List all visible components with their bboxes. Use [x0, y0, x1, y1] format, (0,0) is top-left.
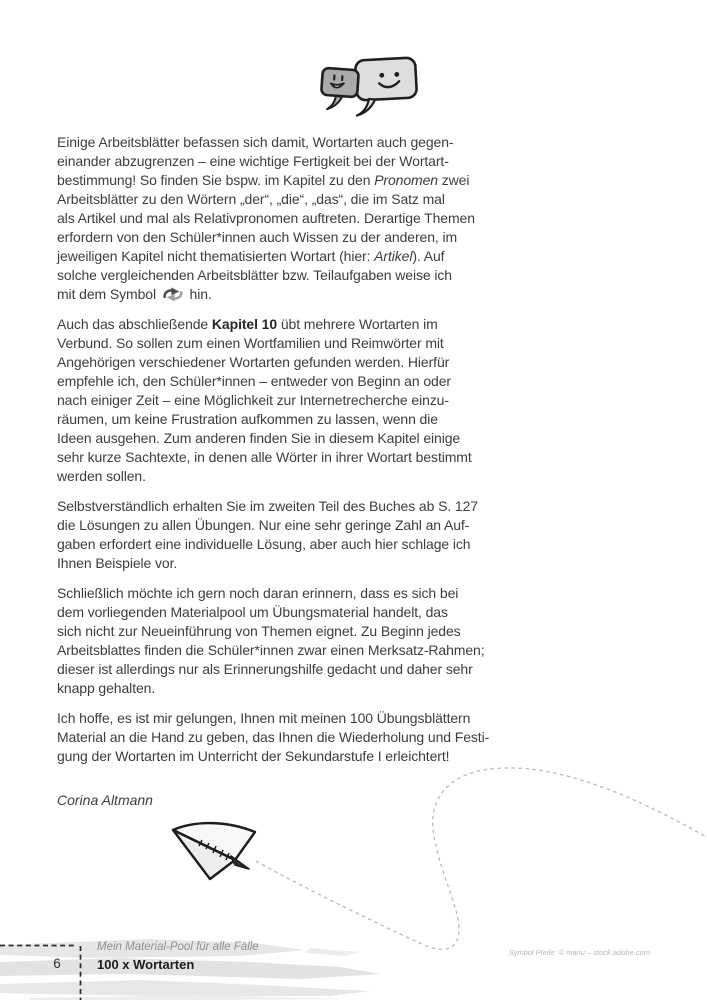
text-segment: Artikel [374, 248, 413, 264]
text-segment: werden sollen. [57, 468, 146, 484]
text-segment: Ideen ausgehen. Zum anderen finden Sie in diesem Kapitel einige [57, 430, 461, 446]
text-segment: hin. [189, 286, 212, 302]
text-segment: gung der Wortarten im Unterricht der Sekundarstufe I erleichtert! [57, 748, 450, 764]
text-segment: die Lösungen zu allen Übungen. Nur eine sehr geringe Zahl an Auf- [57, 517, 470, 533]
speech-bubbles-illustration [314, 54, 426, 120]
text-segment: Material an die Hand zu geben, das Ihnen die Wiederholung und Festi- [57, 729, 490, 745]
text-segment: Selbstverständlich erhalten Sie im zweiten Teil des Buches ab S. 127 [57, 498, 478, 514]
text-segment: nach einiger Zeit – eine Möglichkeit zur Internetrecherche einzu- [57, 392, 449, 408]
paper-airplane-illustration [158, 816, 272, 886]
text-segment: erfordern von den Schüler*innen auch Wissen zu der anderen, im [57, 229, 458, 245]
text-segment: Verbund. So sollen zum einen Wortfamilien und Reimwörter mit [57, 335, 444, 351]
text-segment: Ihnen Beispiele vor. [57, 555, 178, 571]
text-segment: Einige Arbeitsblätter befassen sich damit, Wortarten auch gegen- [57, 134, 454, 150]
book-title: 100 x Wortarten [97, 957, 195, 972]
text-segment: Kapitel 10 [211, 316, 278, 332]
text-segment: zwei [437, 172, 470, 188]
series-title: Mein Material-Pool für alle Fälle [97, 941, 259, 953]
text-segment: Arbeitsblattes finden die Schüler*innen zwar einen Merksatz-Rahmen; [57, 642, 485, 658]
text-segment: sehr kurze Sachtexte, in denen alle Wörter in ihrer Wortart bestimmt [57, 449, 472, 465]
text-segment: solche vergleichenden Arbeitsblätter bzw. Teilaufgaben weise ich [57, 267, 452, 283]
text-segment: gaben erfordert eine individuelle Lösung, aber auch hier schlage ich [57, 536, 471, 552]
text-segment: ). Auf [412, 248, 445, 264]
text-segment: dem vorliegenden Materialpool um Übungsmaterial handelt, das [57, 604, 448, 620]
image-credit: Symbol Pfeile: © manu – stock.adobe.com [508, 948, 650, 957]
text-segment: mit dem Symbol [57, 286, 160, 302]
text-segment: knapp gehalten. [57, 680, 156, 696]
text-segment: räumen, um keine Frustration aufkommen zu lassen, wenn die [57, 411, 438, 427]
text-segment: Ich hoffe, es ist mir gelungen, Ihnen mit meinen 100 Übungsblättern [57, 710, 471, 726]
text-segment: Pronomen [374, 172, 438, 188]
text-segment: jeweiligen Kapitel nicht thematisierten Wortart (hier: [57, 248, 375, 264]
text-segment: bestimmung! So finden Sie bspw. im Kapitel zu den [57, 172, 375, 188]
text-segment: als Artikel und mal als Relativpronomen auftreten. Derartige Themen [57, 210, 475, 226]
text-segment: einander abzugrenzen – eine wichtige Fertigkeit bei der Wortart- [57, 153, 449, 169]
text-segment: Arbeitsblätter zu den Wörtern „der“, „die“, „das“, die im Satz mal [57, 191, 445, 207]
text-segment: empfehle ich, den Schüler*innen – entweder von Beginn an oder [57, 373, 451, 389]
paragraph [57, 709, 489, 766]
author-signature: Corina Altmann [57, 792, 153, 808]
text-segment: übt mehrere Wortarten im [277, 316, 438, 332]
paragraph [57, 315, 489, 486]
text-segment: Schließlich möchte ich gern noch daran erinnern, dass es sich bei [57, 585, 459, 601]
paragraph [57, 497, 489, 573]
main-text [57, 133, 489, 777]
paragraph [57, 584, 489, 698]
text-segment: Angehörigen verschiedener Wortarten gefunden werden. Hierfür [57, 354, 450, 370]
text-segment: dieser ist allerdings nur als Erinnerungshilfe gedacht und daher sehr [57, 661, 473, 677]
paragraph [57, 133, 489, 304]
cycle-arrows-icon [162, 287, 184, 302]
text-segment: sich nicht zur Neueinführung von Themen eignet. Zu Beginn jedes [57, 623, 461, 639]
page-number: 6 [53, 956, 61, 971]
text-segment: Auch das abschließende [57, 316, 212, 332]
